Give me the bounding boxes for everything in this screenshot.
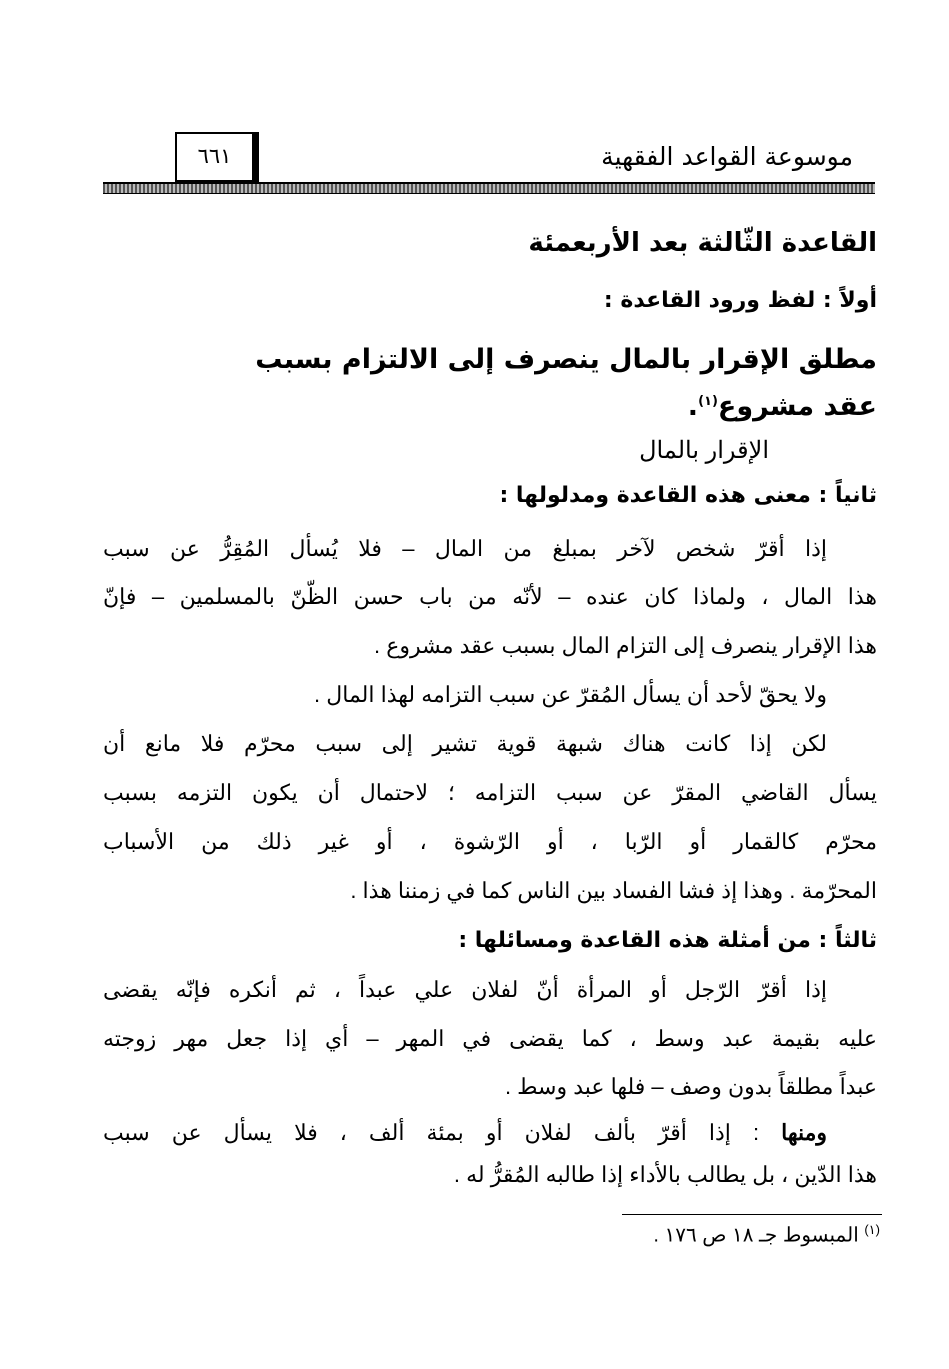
paragraph-line xyxy=(103,1119,877,1147)
page-number: ٦٦١ xyxy=(175,132,259,182)
paragraph-line-text: : إذا أقرّ بألف لفلان أو بمئة ألف ، فلا يسأل عن سبب xyxy=(103,1120,760,1145)
rule-text-line-2 xyxy=(103,378,877,431)
section-heading-first: أولاً : لفظ ورود القاعدة : xyxy=(603,288,877,313)
footnote-mark: (١) xyxy=(864,1222,880,1237)
rule-title: القاعدة الثّالثة بعد الأربعمئة xyxy=(528,228,877,258)
section-heading-third: ثالثاً : من أمثلة هذه القاعدة ومسائلها : xyxy=(458,928,877,953)
footnote xyxy=(653,1222,880,1248)
running-title: موسوعة القواعد الفقهية xyxy=(601,142,853,171)
paragraph-line: إذا أقرّ الرّجل أو المرأة أنّ لفلان علي عبداً ، ثم أنكره فإنّه يقضى xyxy=(103,977,827,1002)
page-header xyxy=(103,132,875,192)
rule-text-line-1: مطلق الإقرار بالمال ينصرف إلى الالتزام بسبب xyxy=(255,344,877,375)
paragraph-line: هذا المال ، ولماذا كان عنده – لأنّه من باب حسن الظّنّ بالمسلمين – فإنّ xyxy=(103,584,877,609)
paragraph-line: لكن إذا كانت هناك شبهة قوية تشير إلى سبب محرّم فلا مانع أن xyxy=(103,731,827,756)
paragraph-lead: ومنها xyxy=(781,1120,827,1145)
subtitle: الإقرار بالمال xyxy=(639,437,769,464)
paragraph-line: هذا الدّين ، بل يطالب بالأداء إذا طالبه المُقرُّ له . xyxy=(453,1162,877,1187)
paragraph-line: محرّم كالقمار أو الرّبا ، أو الرّشوة ، أو غير ذلك من الأسباب xyxy=(103,829,877,854)
paragraph-line: ولا يحقّ لأحد أن يسأل المُقرّ عن سبب التزامه لهذا المال . xyxy=(314,682,827,707)
section-heading-second: ثانياً : معنى هذه القاعدة ومدلولها : xyxy=(499,483,877,508)
paragraph-line: عليه بقيمة عبد وسط ، كما يقضى في المهر – أي إذا جعل مهر زوجته xyxy=(103,1026,877,1051)
footnote-ref[interactable]: (١) xyxy=(698,394,718,409)
footnote-rule xyxy=(622,1214,882,1215)
rule-text-line-2-text: عقد مشروع xyxy=(717,391,877,422)
paragraph-line: المحرّمة . وهذا إذ فشا الفساد بين الناس كما في زمننا هذا . xyxy=(350,878,877,903)
paragraph-line: إذا أقرّ شخص لآخر بمبلغ من المال – فلا يُسأل المُقِرُّ عن سبب xyxy=(103,536,827,561)
paragraph-line: هذا الإقرار ينصرف إلى التزام المال بسبب عقد مشروع . xyxy=(373,633,877,658)
rule-text-end: . xyxy=(687,391,699,422)
footnote-text: المبسوط جـ ١٨ ص ١٧٦ . xyxy=(653,1224,859,1247)
paragraph-line: يسأل القاضي المقرّ عن سبب التزامه ؛ لاحتمال أن يكون التزمه بسبب xyxy=(103,780,877,805)
header-rule xyxy=(103,182,875,194)
paragraph-line: عبداً مطلقاً بدون وصف – فلها عبد وسط . xyxy=(504,1074,877,1099)
